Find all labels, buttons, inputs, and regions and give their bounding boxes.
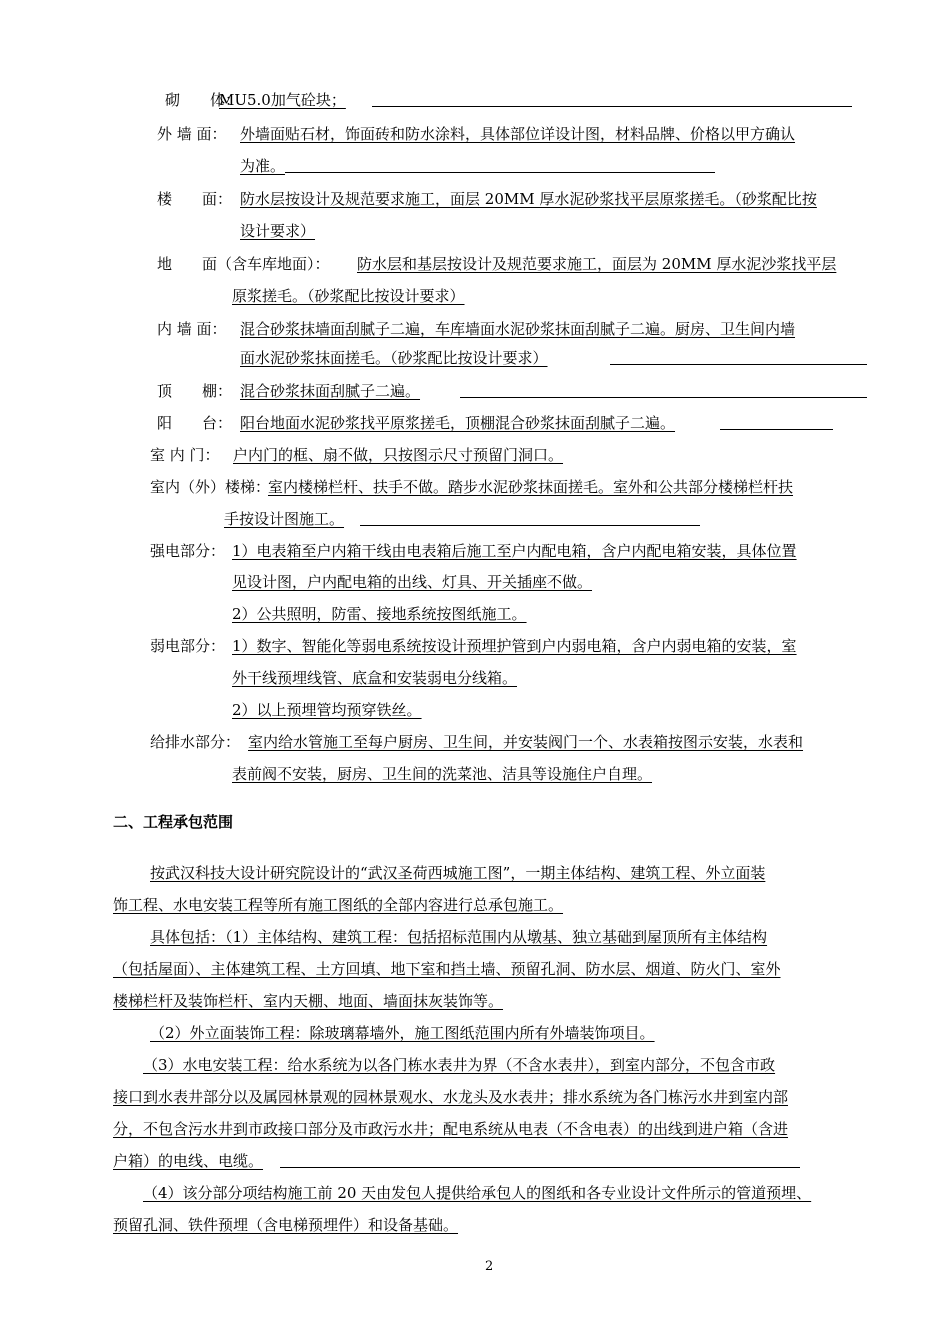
underline-rule	[360, 525, 700, 526]
item-text: 原浆搓毛。（砂浆配比按设计要求）	[232, 287, 465, 305]
item-text: 外干线预埋线管、底盒和安装弱电分线箱。	[232, 669, 518, 687]
item-label: 顶 棚：	[157, 382, 233, 400]
item-text: 见设计图，户内配电箱的出线、灯具、开关插座不做。	[232, 573, 593, 591]
paragraph-line: 分，不包含污水井到市政接口部分及市政污水井；配电系统从电表（不含电表）的出线到进户箱（含进	[113, 1120, 789, 1138]
item-label: 强电部分：	[150, 542, 226, 560]
underline-rule	[720, 429, 833, 430]
item-text: 外墙面贴石材，饰面砖和防水涂料，具体部位详设计图，材料品牌、价格以甲方确认	[240, 125, 796, 143]
item-label: 给排水部分：	[150, 733, 241, 751]
item-text: 2）以上预埋管均预穿铁丝。	[232, 701, 422, 719]
page-number: 2	[485, 1259, 494, 1274]
item-label: 地 面（含车库地面）：	[157, 255, 330, 273]
paragraph-line: 户箱）的电线、电缆。	[113, 1152, 264, 1170]
paragraph-line: （4）该分部分项结构施工前 20 天由发包人提供给承包人的图纸和各专业设计文件所示的管道预埋、	[143, 1184, 812, 1202]
paragraph-line: 具体包括：（1）主体结构、建筑工程：包括招标范围内从墩基、独立基础到屋顶所有主体结构	[150, 928, 768, 946]
paragraph-line: （3）水电安装工程：给水系统为以各门栋水表井为界（不含水表井），到室内部分，不包含市政	[143, 1056, 776, 1074]
item-label: 室内（外）楼梯：	[150, 478, 271, 496]
underline-rule	[372, 106, 852, 107]
item-label: 砌 体：	[165, 91, 241, 109]
paragraph-line: 楼梯栏杆及装饰栏杆、室内天棚、地面、墙面抹灰装饰等。	[113, 992, 504, 1010]
underline-rule	[610, 364, 867, 365]
item-text: 混合砂浆抹面刮腻子二遍。	[240, 382, 421, 400]
item-label: 室 内 门：	[150, 446, 220, 464]
paragraph-line: 接口到水表井部分以及属园林景观的园林景观水、水龙头及水表井；排水系统为各门栋污水井到室内部	[113, 1088, 789, 1106]
item-text: 设计要求）	[240, 222, 316, 240]
item-text: 2）公共照明，防雷、接地系统按图纸施工。	[232, 605, 527, 623]
underline-rule	[285, 172, 715, 173]
item-text: 表前阀不安装，厨房、卫生间的洗菜池、洁具等设施住户自理。	[232, 765, 653, 783]
item-text: 户内门的框、扇不做，只按图示尺寸预留门洞口。	[233, 446, 564, 464]
item-label: 外 墙 面：	[157, 125, 227, 143]
paragraph-line: （包括屋面）、主体建筑工程、土方回填、地下室和挡土墙、预留孔洞、防水层、烟道、防火门、室外	[113, 960, 781, 978]
item-label: 内 墙 面：	[157, 320, 227, 338]
item-text: 防水层按设计及规范要求施工，面层 20MM 厚水泥砂浆找平层原浆搓毛。（砂浆配比按	[240, 190, 817, 208]
item-text: 为准。	[240, 157, 286, 175]
paragraph-line: （2）外立面装饰工程：除玻璃幕墙外，施工图纸范围内所有外墙装饰项目。	[150, 1024, 655, 1042]
underline-rule	[460, 397, 867, 398]
item-text: 室内楼梯栏杆、扶手不做。踏步水泥砂浆抹面搓毛。室外和公共部分楼梯栏杆扶	[268, 478, 794, 496]
item-text: 1）数字、智能化等弱电系统按设计预埋护管到户内弱电箱，含户内弱电箱的安装，室	[232, 637, 797, 655]
item-label: 楼 面：	[157, 190, 233, 208]
paragraph-line: 饰工程、水电安装工程等所有施工图纸的全部内容进行总承包施工。	[113, 896, 564, 914]
item-text: 阳台地面水泥砂浆找平原浆搓毛，顶棚混合砂浆抹面刮腻子二遍。	[240, 414, 676, 432]
item-text: 混合砂浆抹墙面刮腻子二遍，车库墙面水泥砂浆抹面刮腻子二遍。厨房、卫生间内墙	[240, 320, 796, 338]
paragraph-line: 预留孔洞、铁件预埋（含电梯预埋件）和设备基础。	[113, 1216, 459, 1234]
item-text: 面水泥砂浆抹面搓毛。（砂浆配比按设计要求）	[240, 349, 548, 367]
item-label: 弱电部分：	[150, 637, 226, 655]
item-text: 室内给水管施工至每户厨房、卫生间，并安装阀门一个、水表箱按图示安装，水表和	[248, 733, 804, 751]
section-heading: 二、工程承包范围	[113, 813, 234, 831]
underline-rule	[280, 1167, 800, 1168]
item-label: 阳 台：	[157, 414, 233, 432]
paragraph-line: 按武汉科技大设计研究院设计的“武汉圣荷西城施工图”，一期主体结构、建筑工程、外立面装	[150, 864, 766, 882]
item-text: 1）电表箱至户内箱干线由电表箱后施工至户内配电箱，含户内配电箱安装，具体位置	[232, 542, 797, 560]
item-text: 手按设计图施工。	[224, 510, 345, 528]
item-text: 防水层和基层按设计及规范要求施工，面层为 20MM 厚水泥沙浆找平层	[357, 255, 837, 273]
item-text: MU5.0加气砼块；	[219, 91, 346, 109]
